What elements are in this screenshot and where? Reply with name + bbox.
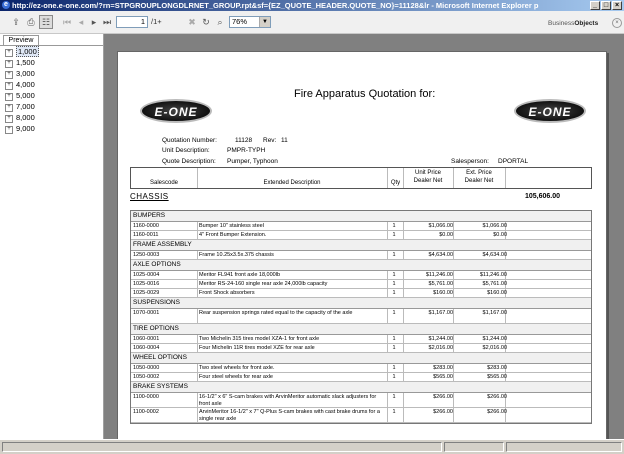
- unit-price-cell: $283.00: [433, 365, 453, 371]
- ext-price-cell: $2,016.00: [482, 345, 507, 351]
- col-unit-price: Unit Price: [414, 170, 441, 176]
- qty-cell: 1: [392, 223, 396, 229]
- search-icon[interactable]: ⌕: [217, 16, 223, 27]
- unit-price-cell: $266.00: [433, 394, 453, 400]
- salescode-cell: 1025-0016: [133, 281, 160, 287]
- toggle-group-tree-icon[interactable]: ☷: [39, 15, 53, 29]
- salescode-cell: 1025-0029: [133, 290, 160, 296]
- tab-preview[interactable]: Preview: [3, 35, 39, 46]
- e-one-logo-right: E-ONE: [514, 99, 586, 123]
- unit-price-cell: $4,634.00: [428, 252, 453, 258]
- ext-price-cell: $1,167.00: [482, 310, 507, 316]
- tree-item-label[interactable]: 5,000: [16, 91, 35, 100]
- table-row: [131, 373, 591, 382]
- expand-icon[interactable]: +: [5, 49, 13, 57]
- table-row: [131, 251, 591, 260]
- unit-price-cell: $266.00: [433, 409, 453, 415]
- tree-item[interactable]: [5, 123, 39, 134]
- expand-icon[interactable]: +: [5, 82, 13, 90]
- e-one-logo-left: E-ONE: [140, 99, 212, 123]
- description-cell: 16-1/2" x 6" S-cam brakes with ArvinMeritor automatic slack adjusters for front axle: [199, 394, 377, 407]
- table-row: [131, 309, 591, 324]
- unit-price-cell: $160.00: [433, 290, 453, 296]
- previous-page-icon[interactable]: ◂: [78, 16, 84, 27]
- unit-price-cell: $1,167.00: [428, 310, 453, 316]
- window-controls: [590, 1, 622, 10]
- tree-item-label[interactable]: 8,000: [16, 113, 35, 122]
- qty-cell: 1: [392, 394, 396, 400]
- unit-description: PMPR-TYPH: [227, 147, 266, 154]
- chevron-down-icon[interactable]: ▼: [259, 17, 270, 27]
- table-header: [130, 167, 592, 189]
- window-title: http://ez-one.e-one.com/?rn=STPGROUPLONGDLRNET_GROUP.rpt&sf={EZ_QUOTE_HEADER.QUOTE_NO}=11128&lr - Microsoft Internet Explorer p: [12, 1, 539, 10]
- ext-price-cell: $565.00: [487, 374, 507, 380]
- group-header: SUSPENSIONS: [131, 298, 591, 309]
- status-text-area: [2, 442, 442, 452]
- qty-cell: 1: [392, 232, 396, 238]
- description-cell: Frame 10.25x3.5x.375 chassis: [199, 252, 274, 258]
- qty-cell: 1: [392, 336, 396, 342]
- expand-icon[interactable]: +: [5, 60, 13, 68]
- tree-item-label[interactable]: 7,000: [16, 102, 35, 111]
- tree-item-label[interactable]: 9,000: [16, 124, 35, 133]
- salescode-cell: 1060-0004: [133, 345, 160, 351]
- tree-item[interactable]: [5, 46, 39, 57]
- unit-price-cell: $2,016.00: [428, 345, 453, 351]
- section-total: 105,606.00: [525, 193, 561, 200]
- unit-price-cell: $5,761.00: [428, 281, 453, 287]
- close-viewer-icon[interactable]: ×: [612, 18, 622, 28]
- tree-item[interactable]: [5, 68, 39, 79]
- col-ext-price: Ext. Price: [466, 170, 492, 176]
- ext-price-cell: $266.00: [487, 409, 507, 415]
- quotation-number: 11128: [235, 137, 253, 144]
- description-cell: Two steel wheels for front axle.: [199, 365, 275, 371]
- table-row: [131, 289, 591, 298]
- table-row: [131, 364, 591, 373]
- status-bar: [0, 439, 624, 454]
- last-page-icon[interactable]: ⏭: [102, 16, 112, 27]
- salescode-cell: 1050-0002: [133, 374, 160, 380]
- qty-cell: 1: [392, 290, 396, 296]
- tree-item[interactable]: [5, 90, 39, 101]
- unit-price-cell: $565.00: [433, 374, 453, 380]
- description-cell: Two Michelin 315 tires model XZA-1 for front axle: [199, 336, 320, 342]
- qty-cell: 1: [392, 252, 396, 258]
- description-cell: Front Shock absorbers: [199, 290, 255, 296]
- ext-price-cell: $0.00: [493, 232, 507, 238]
- quote-description-label: Quote Description:: [162, 158, 216, 165]
- report-title: Fire Apparatus Quotation for:: [294, 88, 436, 100]
- export-icon[interactable]: ⇪: [12, 16, 20, 27]
- table-row: [131, 335, 591, 344]
- ext-price-cell: $5,761.00: [482, 281, 507, 287]
- col-salescode: Salescode: [149, 180, 179, 186]
- tree-item[interactable]: [5, 57, 39, 68]
- table-row: [131, 408, 591, 423]
- close-button[interactable]: ×: [612, 1, 622, 10]
- description-cell: 4" Front Bumper Extension.: [199, 232, 267, 238]
- group-header: FRAME ASSEMBLY: [131, 240, 591, 251]
- ext-price-cell: $1,066.00: [482, 223, 507, 229]
- brand-business: Business: [548, 20, 575, 27]
- group-header: BUMPERS: [131, 211, 591, 222]
- ext-price-cell: $283.00: [487, 365, 507, 371]
- first-page-icon[interactable]: ⏮: [62, 16, 72, 27]
- report-toolbar: [0, 11, 624, 34]
- tree-item-label[interactable]: 1,500: [16, 58, 35, 67]
- stop-icon[interactable]: ✖: [188, 16, 196, 27]
- business-objects-logo: [548, 20, 598, 27]
- section-title: CHASSIS: [130, 192, 169, 201]
- description-cell: Meritor FL941 front axle 18,000lb: [199, 272, 281, 278]
- salescode-cell: 1100-0000: [133, 394, 159, 400]
- brand-objects: Objects: [574, 20, 599, 27]
- salesperson: DPORTAL: [498, 158, 529, 165]
- salesperson-label: Salesperson:: [451, 158, 489, 165]
- group-header: AXLE OPTIONS: [131, 260, 591, 271]
- qty-cell: 1: [392, 345, 396, 351]
- table-row: [131, 280, 591, 289]
- unit-price-cell: $1,244.00: [428, 336, 453, 342]
- zoom-select[interactable]: [229, 16, 271, 28]
- col-extended-description: Extended Description: [263, 180, 321, 186]
- qty-cell: 1: [392, 374, 396, 380]
- expand-icon[interactable]: +: [5, 126, 13, 134]
- salescode-cell: 1070-0001: [133, 310, 160, 316]
- salescode-cell: 1250-0003: [133, 252, 160, 258]
- print-icon[interactable]: ⎙: [27, 16, 35, 27]
- qty-cell: 1: [392, 272, 396, 278]
- tree-item[interactable]: [5, 112, 39, 123]
- rev-label: Rev:: [263, 137, 277, 144]
- refresh-icon[interactable]: ↻: [202, 16, 210, 27]
- qty-cell: 1: [392, 365, 396, 371]
- window-titlebar: [0, 0, 624, 11]
- table-row: [131, 231, 591, 240]
- salescode-cell: 1100-0002: [133, 409, 159, 415]
- qty-cell: 1: [392, 409, 396, 415]
- tree-item[interactable]: [5, 79, 39, 90]
- qty-cell: 1: [392, 310, 396, 316]
- ext-price-cell: $11,246.00: [479, 272, 507, 278]
- tree-item-label[interactable]: 3,000: [16, 69, 35, 78]
- group-header: WHEEL OPTIONS: [131, 353, 591, 364]
- description-cell: Meritor RS-24-160 single rear axle 24,000lb capacity: [199, 281, 328, 287]
- report-viewer[interactable]: [104, 34, 624, 439]
- salescode-cell: 1060-0001: [133, 336, 160, 342]
- next-page-icon[interactable]: ▸: [91, 16, 97, 27]
- unit-price-cell: $0.00: [439, 232, 453, 238]
- status-zone: [506, 442, 622, 452]
- description-cell: Rear suspension springs rated equal to the capacity of the axle: [199, 310, 353, 316]
- unit-price-cell: $11,246.00: [425, 272, 453, 278]
- ext-price-cell: $266.00: [487, 394, 507, 400]
- group-header: TIRE OPTIONS: [131, 324, 591, 335]
- tree-item-label[interactable]: 1,000: [18, 47, 37, 56]
- description-cell: ArvinMeritor 16-1/2" x 7" Q-Plus S-cam brakes with cast brake drums for a single rear axle: [199, 409, 380, 422]
- col-unit-price-sub: Dealer Net: [413, 178, 443, 184]
- salescode-cell: 1025-0004: [133, 272, 160, 278]
- table-row: [131, 271, 591, 280]
- tree-item-label[interactable]: 4,000: [16, 80, 35, 89]
- page-number-input[interactable]: 1: [116, 16, 148, 28]
- report-page: [117, 51, 607, 451]
- salescode-cell: 1160-0011: [133, 232, 159, 238]
- expand-icon[interactable]: +: [5, 71, 13, 79]
- group-tree-panel: [0, 34, 104, 439]
- minimize-button[interactable]: _: [590, 1, 600, 10]
- ext-price-cell: $160.00: [487, 290, 507, 296]
- quotation-number-label: Quotation Number:: [162, 137, 217, 144]
- ext-price-cell: $1,244.00: [482, 336, 507, 342]
- table-row: [131, 393, 591, 408]
- description-cell: Four steel wheels for rear axle: [199, 374, 273, 380]
- group-tree: [5, 46, 39, 134]
- zoom-value: 76%: [232, 17, 248, 26]
- ext-price-cell: $4,634.00: [482, 252, 507, 258]
- unit-description-label: Unit Description:: [162, 147, 210, 154]
- group-header: BRAKE SYSTEMS: [131, 382, 591, 393]
- expand-icon[interactable]: +: [5, 115, 13, 123]
- expand-icon[interactable]: +: [5, 104, 13, 112]
- unit-price-cell: $1,066.00: [428, 223, 453, 229]
- salescode-cell: 1160-0000: [133, 223, 159, 229]
- col-qty: Qty: [390, 180, 401, 186]
- col-ext-price-sub: Dealer Net: [464, 178, 494, 184]
- qty-cell: 1: [392, 281, 396, 287]
- maximize-button[interactable]: □: [601, 1, 611, 10]
- quote-line-items: [130, 210, 592, 424]
- table-row: [131, 344, 591, 353]
- rev-value: 11: [281, 137, 288, 144]
- salescode-cell: 1050-0000: [133, 365, 160, 371]
- tree-item[interactable]: [5, 101, 39, 112]
- page-total: /1+: [151, 17, 162, 26]
- description-cell: Four Michelin 11R tires model XZE for rear axle: [199, 345, 315, 351]
- expand-icon[interactable]: +: [5, 93, 13, 101]
- internet-explorer-icon: e: [2, 1, 10, 9]
- description-cell: Bumper 10" stainless steel: [199, 223, 264, 229]
- status-segment: [444, 442, 504, 452]
- table-row: [131, 222, 591, 231]
- quote-description: Pumper, Typhoon: [227, 158, 278, 165]
